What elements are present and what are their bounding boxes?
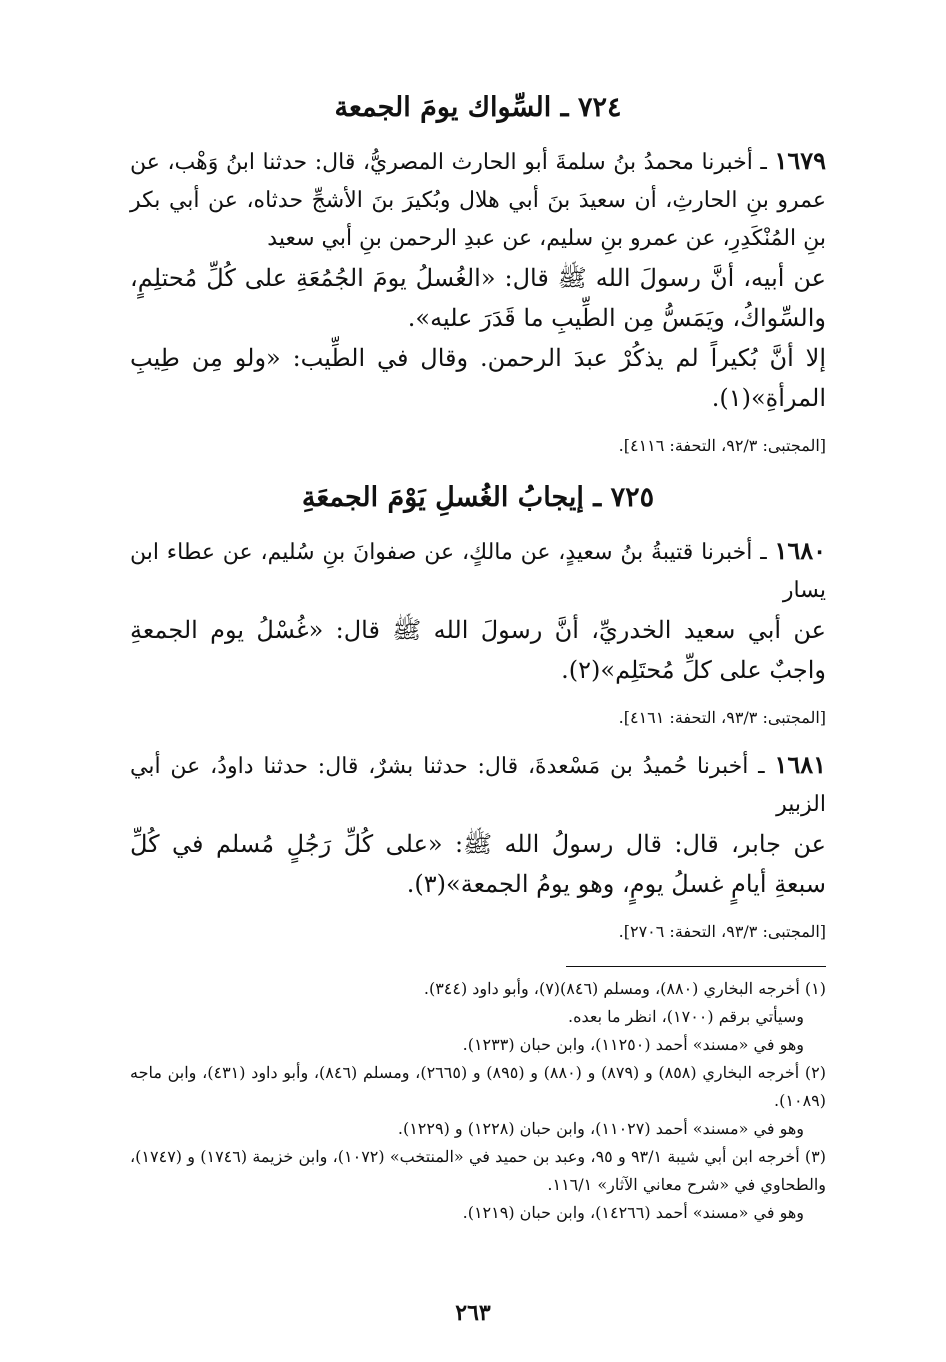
hadith-number: ١٦٨١ [774,750,826,779]
chapter-title-725: ٧٢٥ ـ إيجابُ الغُسلِ يَوْمَ الجمعَةِ [301,482,655,513]
footnote-divider [566,966,826,967]
hadith-1679-matn: عن أبيه، أنَّ رسولَ الله ﷺ قال: «الغُسلُ يومَ الجُمُعَةِ على كُلِّ مُحتلِمٍ، والسِّواكُ، ويَمَسُّ مِن الطِّيبِ ما قَدَرَ عليه». [130,264,826,332]
hadith-1679-reference: [المجتبى: ٩٢/٣، التحفة: ٤١١٦]. [618,436,826,455]
hadith-1680-reference: [المجتبى: ٩٣/٣، التحفة: ٤١٦١]. [618,708,826,727]
footnote-line: وهو في «مسند» أحمد (١١٢٥٠)، وابن حبان (١٢٣٣). [462,1035,804,1054]
footnote-line: وهو في «مسند» أحمد (١١٠٢٧)، وابن حبان (١٢٢٨) و (١٢٢٩). [397,1119,804,1138]
hadith-number: ١٦٨٠ [774,536,826,565]
hadith-1679-isnad [130,142,826,258]
footnote-line: وسيأتي برقم (١٧٠٠)، انظر ما بعده. [568,1007,804,1026]
hadith-1679-addendum: إلا أنَّ بُكيراً لم يذكُرْ عبدَ الرحمن. وقال في الطِّيب: «ولو مِن طِيبِ المرأةِ»(١). [130,344,826,412]
footnote-line: وهو في «مسند» أحمد (١٤٢٦٦)، وابن حبان (١٢١٩). [462,1203,804,1222]
hadith-1681-isnad [130,746,826,824]
footnote-line: (٣) أخرجه ابن أبي شيبة ٩٣/١ و ٩٥، وعبد بن حميد في «المنتخب» (١٠٧٢)، وابن خزيمة (١٧٤٦) و (١٧٤٧)، والطحاوي في «شرح معاني الآثار» ١١٦/١. [130,1147,826,1194]
footnote-line: (١) أخرجه البخاري (٨٨٠)، ومسلم (٨٤٦)(٧)، وأبو داود (٣٤٤). [423,979,826,998]
chapter-title-724: ٧٢٤ ـ السِّواك يومَ الجمعة [334,92,622,123]
footnote-line: (٢) أخرجه البخاري (٨٥٨) و (٨٧٩) و (٨٨٠) و (٨٩٥) و (٢٦٦٥)، ومسلم (٨٤٦)، وأبو داود (٤٣١)، وابن ماجه (١٠٨٩). [130,1063,826,1110]
isnad-text: ـ أخبرنا قتيبةُ بنُ سعيدٍ، عن مالكٍ، عن صفوانَ بنِ سُليم، عن عطاء ابن يسار [130,540,826,603]
page-number: ٢٦٣ [455,1300,491,1326]
hadith-1681-matn: عن جابر، قال: قال رسولُ الله ﷺ: «على كُلِّ رَجُلٍ مُسلم في كُلِّ سبعةِ أيامٍ غسلُ يومٍ، وهو يومُ الجمعة»(٣). [130,830,826,898]
isnad-text: ـ أخبرنا محمدُ بنُ سلمةَ أبو الحارث المصريُّ، قال: حدثنا ابنُ وَهْب، عن عمرو بنِ الحارثِ، أن سعيدَ بنَ أبي هلال وبُكيرَ بنَ الأشجِّ حدثاه، عن أبي بكر بنِ المُنْكَدِرِ، عن عمرو بنِ سليم، عن عبدِ الرحمن بنِ أبي سعيد [130,150,826,251]
isnad-text: ـ أخبرنا حُميدُ بن مَسْعدةَ، قال: حدثنا بشرٌ، قال: حدثنا داودُ، عن أبي الزبير [130,754,826,817]
hadith-1681-reference: [المجتبى: ٩٣/٣، التحفة: ٢٧٠٦]. [618,922,826,941]
hadith-1680-isnad [130,532,826,610]
hadith-1680-matn: عن أبي سعيد الخدريِّ، أنَّ رسولَ الله ﷺ قال: «غُسْلُ يوم الجمعةِ واجبٌ على كلِّ مُحتَلِم»(٢). [130,616,826,684]
hadith-number: ١٦٧٩ [774,146,826,175]
footnotes [130,975,826,1227]
